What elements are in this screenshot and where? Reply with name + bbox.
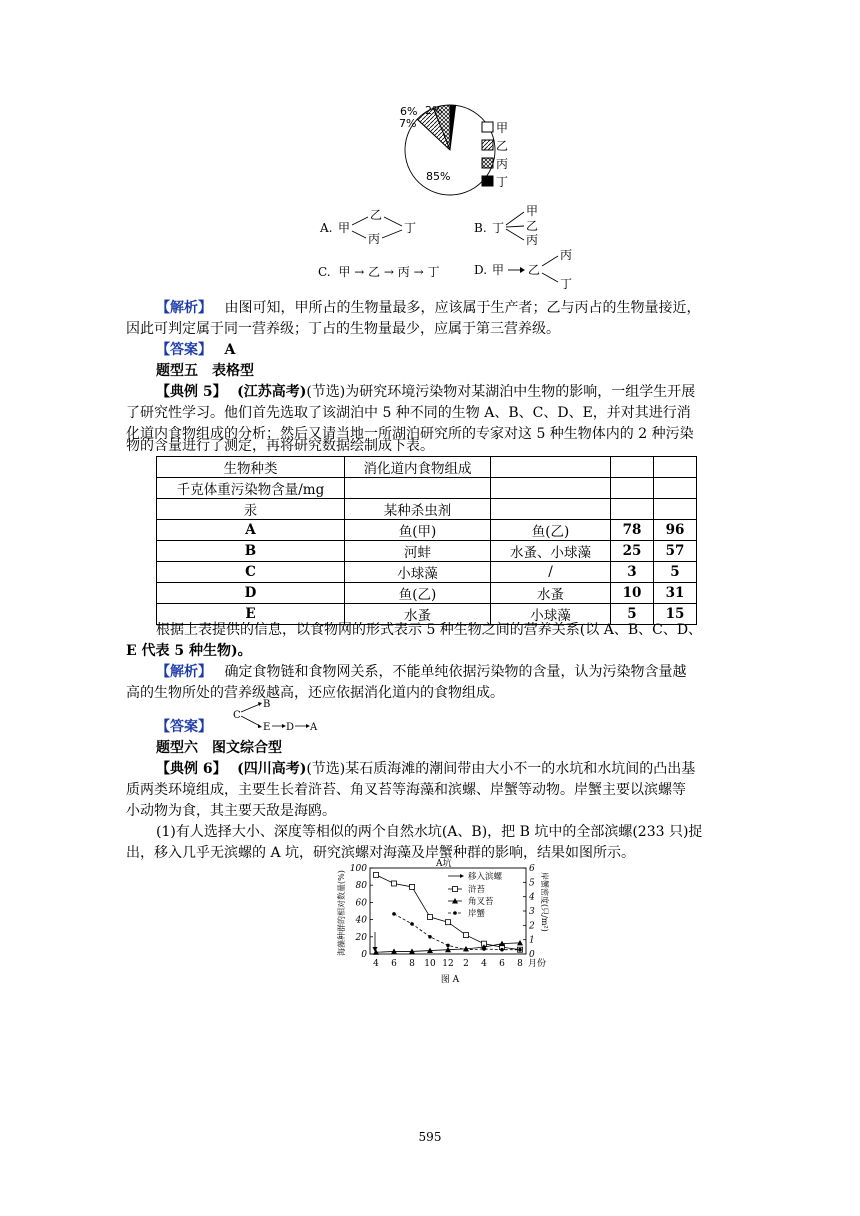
option-a-n1: 甲 — [338, 221, 351, 235]
option-c-chain: 甲 → 乙 → 丙 → 丁 — [338, 265, 440, 279]
legend-ding: 丁 — [496, 175, 509, 189]
cell-insecticide: 5 — [654, 562, 697, 583]
table-row — [157, 541, 697, 562]
cell-mercury: 5 — [611, 604, 654, 625]
analysis-1-text-1: 由图可知，甲所占的生物量最多，应该属于生产者；乙与丙占的生物量接近， — [224, 300, 701, 316]
answer-1-value: A — [224, 342, 236, 358]
legend-jia: 甲 — [496, 121, 509, 135]
option-d-n2: 乙 — [528, 263, 541, 277]
point-anxie — [392, 912, 396, 916]
legend-swatch-yi — [482, 140, 493, 150]
line-chart — [328, 856, 560, 991]
pie-label-85: 85% — [426, 170, 451, 183]
legend-bing: 丙 — [496, 157, 509, 171]
legend-series-2: 岸蟹 — [468, 909, 486, 919]
y-tick-label: 0 — [361, 950, 367, 960]
legend-arrow: 移入滨螺 — [468, 872, 503, 882]
y2-tick-label: 4 — [529, 892, 535, 903]
q5-text-3: 化道内食物组成的分析；然后又请当地一所湖泊研究所的专家对这 5 种生物体内的 2 种污染 — [126, 426, 694, 442]
option-d-n1: 甲 — [492, 263, 505, 277]
answer-tag: 【答案】 — [156, 342, 212, 358]
q6-source: (四川高考) — [237, 761, 307, 777]
table-row — [157, 583, 697, 604]
web-node-d: D — [286, 722, 295, 733]
chart-caption: 图 A — [440, 975, 460, 985]
point-anxie — [410, 922, 414, 926]
web-node-a: A — [310, 722, 318, 733]
analysis-tag: 【解析】 — [156, 664, 212, 680]
point-anxie — [446, 944, 450, 948]
web-node-e: E — [263, 722, 271, 733]
series-line-0 — [376, 875, 520, 950]
point-anxie — [453, 911, 457, 915]
cell-insecticide: 15 — [654, 604, 697, 625]
point-hutai — [410, 884, 415, 889]
point-hutai — [374, 872, 379, 877]
option-a-n2: 乙 — [370, 208, 383, 222]
x-axis-label: 月份 — [528, 959, 547, 969]
cell-food-2: 水蚤 — [491, 583, 611, 604]
th-pollutant: 千克体重污染物含量/mg — [157, 478, 345, 499]
web-node-c: C — [233, 710, 241, 721]
x-tick-label: 6 — [499, 959, 505, 969]
cell-mercury: 78 — [611, 520, 654, 541]
x-tick-label: 8 — [409, 959, 415, 969]
data-table — [156, 456, 697, 625]
cell-food-2: / — [491, 562, 611, 583]
point-hutai — [392, 881, 397, 886]
option-d-n4: 丁 — [560, 277, 573, 291]
th-species: 生物种类 — [157, 457, 345, 478]
q5-line-1 — [156, 382, 738, 403]
y2-tick-label: 6 — [529, 864, 535, 874]
option-b-n3: 乙 — [526, 219, 539, 233]
table-row — [157, 520, 697, 541]
point-hutai — [453, 887, 458, 892]
y2-tick-label: 0 — [529, 950, 535, 960]
q6-part1-2: 出，移入几乎无滨螺的 A 坑，研究滨螺对海藻及岸蟹种群的影响，结果如图所示。 — [126, 845, 636, 861]
y-tick-label: 40 — [355, 915, 367, 926]
cell-food-1: 河蚌 — [345, 541, 491, 562]
option-d-web — [472, 246, 582, 292]
cell-mercury: 10 — [611, 583, 654, 604]
cell-food-1: 小球藻 — [345, 562, 491, 583]
q5-text-2: 了研究性学习。他们首先选取了该湖泊中 5 种不同的生物 A、B、C、D、E，并对其进行消 — [126, 405, 691, 421]
point-anxie — [464, 948, 468, 952]
legend-swatch-jia — [482, 122, 493, 132]
cell-insecticide: 57 — [654, 541, 697, 562]
point-anxie — [500, 948, 504, 952]
th-mercury: 汞 — [157, 499, 345, 520]
legend-series-1: 角叉苔 — [468, 897, 494, 907]
q5-question-2: E 代表 5 种生物)。 — [126, 643, 252, 659]
x-tick-label: 12 — [442, 959, 454, 969]
th-insecticide: 某种杀虫剂 — [345, 499, 491, 520]
analysis-2-line-1 — [156, 662, 738, 683]
option-c-label: C. — [318, 265, 331, 279]
analysis-1-text-2: 因此可判定属于同一营养级；丁占的生物量最少，应属于第三营养级。 — [126, 321, 560, 337]
x-tick-label: 10 — [424, 959, 436, 969]
cell-species: B — [157, 541, 345, 562]
option-b-n4: 丙 — [526, 233, 539, 247]
section-heading-6: 题型六 图文综合型 — [156, 740, 282, 756]
option-d-label: D. — [474, 263, 488, 277]
x-tick-label: 8 — [517, 959, 523, 969]
cell-mercury: 25 — [611, 541, 654, 562]
cell-food-1: 鱼(乙) — [345, 583, 491, 604]
cell-food-1: 鱼(甲) — [345, 520, 491, 541]
y2-tick-label: 5 — [529, 878, 535, 889]
cell-species: A — [157, 520, 345, 541]
web-node-b: B — [263, 699, 271, 710]
answer-food-web — [230, 697, 325, 735]
answer-tag: 【答案】 — [156, 719, 212, 735]
option-b-label: B. — [474, 221, 487, 235]
option-a-n4: 丁 — [404, 221, 417, 235]
cell-insecticide: 96 — [654, 520, 697, 541]
cell-food-2: 鱼(乙) — [491, 520, 611, 541]
q6-text-1: (节选)某石质海滩的潮间带由大小不一的水坑和水坑间的凸出基 — [306, 761, 696, 777]
page-number: 595 — [418, 1130, 442, 1144]
x-tick-label: 2 — [463, 959, 469, 969]
q6-tag: 【典例 6】 — [156, 761, 227, 777]
legend-yi: 乙 — [496, 139, 509, 153]
y2-tick-label: 2 — [529, 921, 535, 932]
x-tick-label: 6 — [391, 959, 397, 969]
y-axis-label: 海藻种群的相对数量(%) — [337, 870, 346, 956]
option-c — [318, 263, 439, 280]
q6-part1-1: (1)有人选择大小、深度等相似的两个自然水坑(A、B)，把 B 坑中的全部滨螺(233 只)捉 — [156, 824, 703, 840]
pie-label-7: 7% — [399, 117, 417, 130]
option-a-n3: 丙 — [368, 232, 381, 246]
x-tick-label: 4 — [373, 959, 379, 969]
y2-tick-label: 3 — [529, 907, 535, 917]
analysis-2-text-1: 确定食物链和食物网关系，不能单纯依据污染物的含量，认为污染物含量越 — [224, 664, 687, 680]
option-a-label: A. — [320, 221, 333, 235]
pie-label-2: 2% — [425, 104, 443, 117]
option-b-n2: 甲 — [526, 204, 539, 218]
q5-tag: 【典例 5】 — [156, 384, 227, 400]
q5-text-1: (节选)为研究环境污染物对某湖泊中生物的影响，一组学生开展 — [306, 384, 696, 400]
cell-insecticide: 31 — [654, 583, 697, 604]
y-tick-label: 100 — [349, 864, 367, 874]
point-anxie — [428, 935, 432, 939]
cell-species: C — [157, 562, 345, 583]
legend-swatch-ding — [482, 176, 493, 186]
legend-series-0: 浒苔 — [468, 885, 486, 895]
cell-food-2: 小球藻 — [491, 604, 611, 625]
pie-label-6: 6% — [400, 105, 418, 118]
analysis-2-text-2: 高的生物所处的营养级越高，还应依据消化道内的食物组成。 — [126, 685, 504, 701]
option-a-web — [318, 205, 428, 247]
q6-text-2: 质两类环境组成，主要生长着浒苔、角叉苔等海藻和滨螺、岸蟹等动物。岸蟹主要以滨螺等 — [126, 782, 686, 798]
option-d-n3: 丙 — [560, 248, 573, 262]
q6-line-1 — [156, 759, 738, 780]
q5-text-4: 物的含量进行了测定，再将研究数据绘制成下表。 — [126, 438, 434, 454]
x-tick-label: 4 — [481, 959, 487, 969]
answer-1 — [156, 340, 738, 361]
analysis-1-line-1 — [156, 298, 738, 319]
y-tick-label: 60 — [355, 898, 367, 909]
legend-swatch-bing — [482, 158, 493, 168]
point-hutai — [464, 933, 469, 938]
q5-question-1: 根据上表提供的信息，以食物网的形式表示 5 种生物之间的营养关系(以 A、B、C、D、 — [156, 622, 703, 638]
y2-tick-label: 1 — [529, 935, 535, 946]
cell-food-1: 水蚤 — [345, 604, 491, 625]
option-b-n1: 丁 — [492, 221, 505, 235]
point-anxie — [518, 948, 522, 952]
point-anxie — [482, 947, 486, 951]
cell-species: E — [157, 604, 345, 625]
q5-source: (江苏高考) — [237, 384, 307, 400]
section-heading-5: 题型五 表格型 — [156, 363, 254, 379]
analysis-tag: 【解析】 — [156, 300, 212, 316]
table-row — [157, 562, 697, 583]
cell-species: D — [157, 583, 345, 604]
cell-food-2: 水蚤、小球藻 — [491, 541, 611, 562]
q6-text-3: 小动物为食，其主要天敌是海鸥。 — [126, 803, 336, 819]
chart-title: A坑 — [436, 859, 452, 869]
th-food: 消化道内食物组成 — [345, 457, 491, 478]
option-b-web — [472, 203, 552, 249]
point-hutai — [428, 915, 433, 920]
point-hutai — [446, 920, 451, 925]
y-tick-label: 20 — [355, 932, 367, 943]
pie-legend — [480, 118, 530, 194]
y-tick-label: 80 — [355, 881, 367, 892]
cell-mercury: 3 — [611, 562, 654, 583]
y2-axis-label: 岸蟹密度(只/m²) — [540, 872, 549, 932]
